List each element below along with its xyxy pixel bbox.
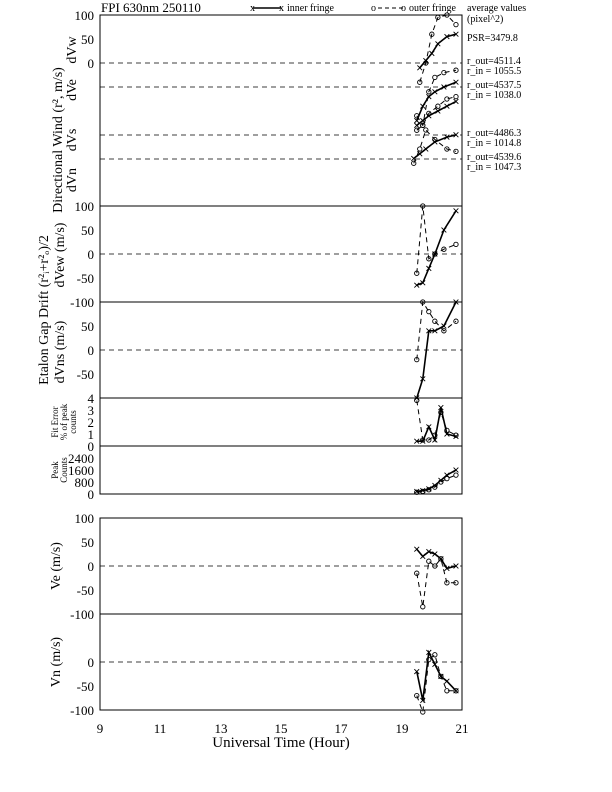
data-point-p6-1-0 xyxy=(415,693,419,697)
x-tick: 17 xyxy=(334,721,348,736)
average-annotations xyxy=(467,33,521,173)
data-point-p6-1-3 xyxy=(433,653,437,657)
y-label-peak: Peak xyxy=(50,461,60,479)
y-tick: -100 xyxy=(70,703,94,718)
x-tick: 11 xyxy=(153,721,167,736)
legend-average-title: average values xyxy=(467,3,527,14)
y-label-directional-wind: Directional Wind (r², m/s) xyxy=(51,67,66,213)
legend-average-unit: (pixel^2) xyxy=(467,14,504,25)
y-label-dvns: dVns (m/s) xyxy=(53,320,68,384)
series-line-p1-0 xyxy=(417,211,456,285)
y-label-vn: Vn (m/s) xyxy=(49,636,64,688)
y-tick: -100 xyxy=(70,295,94,310)
y-label-dvn: dVn xyxy=(65,167,80,193)
y-label-counts: Counts xyxy=(59,457,69,483)
y-axis-labels xyxy=(37,36,80,688)
y-label-dve: dVe xyxy=(65,79,80,101)
data-point-p0-4-0 xyxy=(414,123,419,128)
y-label-dvew: dVew (m/s) xyxy=(53,222,68,288)
y-label-etalon-gap: Etalon Gap Drift (r²ᵢ+r²ₒ)/2 xyxy=(37,235,52,385)
y-tick: 2 xyxy=(87,415,94,430)
y-tick: 800 xyxy=(74,475,94,490)
data-point-p0-6-2 xyxy=(423,147,428,152)
r4-out-annotation: r_out=4539.6 xyxy=(467,152,522,163)
legend-inner-label: inner fringe xyxy=(287,3,334,14)
data-point-p0-0-3 xyxy=(435,41,440,46)
y-tick: 4 xyxy=(87,391,94,406)
data-point-p0-5-0 xyxy=(415,128,419,132)
y-tick: 0 xyxy=(87,343,94,358)
r1-out-annotation: r_out=4511.4 xyxy=(467,56,521,67)
y-tick: 50 xyxy=(81,319,94,334)
psr-annotation: PSR=3479.8 xyxy=(467,33,518,44)
x-tick: 21 xyxy=(455,721,469,736)
y-tick: 0 xyxy=(87,487,94,502)
y-tick: 1 xyxy=(87,427,94,442)
data-point-p0-0-2 xyxy=(429,51,434,56)
legend-outer-marker-b: o xyxy=(401,3,406,14)
y-tick: 0 xyxy=(87,56,94,71)
data-point-p2-1-2 xyxy=(427,309,431,313)
r2-out-annotation: r_out=4537.5 xyxy=(467,80,522,91)
y-tick: 100 xyxy=(74,8,94,23)
panel-fit-error xyxy=(100,398,462,446)
series-line-p0-1 xyxy=(420,15,456,82)
panel-frames xyxy=(100,15,462,710)
legend-outer-marker-a: o xyxy=(371,3,376,14)
y-label-fit-error-2: % of peak xyxy=(59,403,69,441)
y-tick: 0 xyxy=(87,559,94,574)
y-tick: 0 xyxy=(87,655,94,670)
panel-peak-counts xyxy=(100,446,462,494)
panel-directional-wind xyxy=(100,15,462,206)
data-point-p2-1-3 xyxy=(433,319,437,323)
data-point-p1-0-5 xyxy=(454,208,459,213)
y-tick: 50 xyxy=(81,535,94,550)
data-point-p0-7-2 xyxy=(424,128,428,132)
legend xyxy=(250,3,526,25)
data-point-p0-3-3 xyxy=(433,75,437,79)
r4-in-annotation: r_in = 1047.3 xyxy=(467,162,522,173)
data-point-p0-0-0 xyxy=(417,65,422,70)
x-axis xyxy=(97,721,469,751)
x-tick: 19 xyxy=(395,721,409,736)
y-tick: 100 xyxy=(74,511,94,526)
r3-out-annotation: r_out=4486.3 xyxy=(467,128,522,139)
x-tick: 9 xyxy=(96,721,104,736)
reference-lines xyxy=(100,63,462,662)
y-tick: 50 xyxy=(81,223,94,238)
y-tick: 0 xyxy=(87,247,94,262)
r1-in-annotation: r_in = 1055.5 xyxy=(467,66,522,77)
data-point-p1-1-5 xyxy=(454,242,458,246)
data-point-p5-0-1 xyxy=(420,554,425,559)
x-tick: 15 xyxy=(274,721,288,736)
data-point-p6-0-5 xyxy=(445,679,450,684)
y-tick: -50 xyxy=(76,679,94,694)
x-axis-label: Universal Time (Hour) xyxy=(212,735,350,751)
legend-outer-label: outer fringe xyxy=(409,3,456,14)
r3-in-annotation: r_in = 1014.8 xyxy=(467,138,522,149)
y-tick: 3 xyxy=(87,403,94,418)
y-tick: 100 xyxy=(74,199,94,214)
r2-in-annotation: r_in = 1038.0 xyxy=(467,90,522,101)
data-point-p5-1-2 xyxy=(427,559,431,563)
y-label-dvw: dVw xyxy=(65,36,80,64)
y-label-ve: Ve (m/s) xyxy=(49,542,64,590)
y-label-dvs: dVs xyxy=(65,128,80,152)
data-point-p4-0-6 xyxy=(454,468,459,473)
data-point-p5-0-0 xyxy=(414,547,419,552)
legend-inner-marker-b: x xyxy=(279,3,284,14)
data-point-p4-1-5 xyxy=(445,476,449,480)
data-point-p0-5-5 xyxy=(454,94,458,98)
y-tick: -50 xyxy=(76,583,94,598)
chart-title: FPI 630nm 250110 xyxy=(101,0,201,15)
y-tick: -100 xyxy=(70,607,94,622)
y-tick: 0 xyxy=(87,439,94,454)
y-tick: -50 xyxy=(76,367,94,382)
data-point-p0-1-5 xyxy=(454,22,458,26)
y-tick: 50 xyxy=(81,32,94,47)
y-label-fit-error-3: counts xyxy=(68,410,78,434)
x-tick: 13 xyxy=(214,721,228,736)
y-label-fit-error: Fit Error xyxy=(50,406,60,438)
series-line-p0-2 xyxy=(417,82,456,120)
data-point-p0-5-3 xyxy=(436,104,440,108)
legend-inner-marker-a: x xyxy=(250,3,255,14)
y-tick: -50 xyxy=(76,271,94,286)
y-tick-labels xyxy=(68,8,95,718)
data-point-p5-1-1 xyxy=(421,605,425,609)
data-point-p0-7-1 xyxy=(418,147,422,151)
y-tick: 1600 xyxy=(68,463,94,478)
y-tick: 2400 xyxy=(68,451,94,466)
series-line-p1-1 xyxy=(417,206,456,273)
data-point-p4-1-6 xyxy=(454,473,458,477)
series-layer xyxy=(411,13,458,714)
